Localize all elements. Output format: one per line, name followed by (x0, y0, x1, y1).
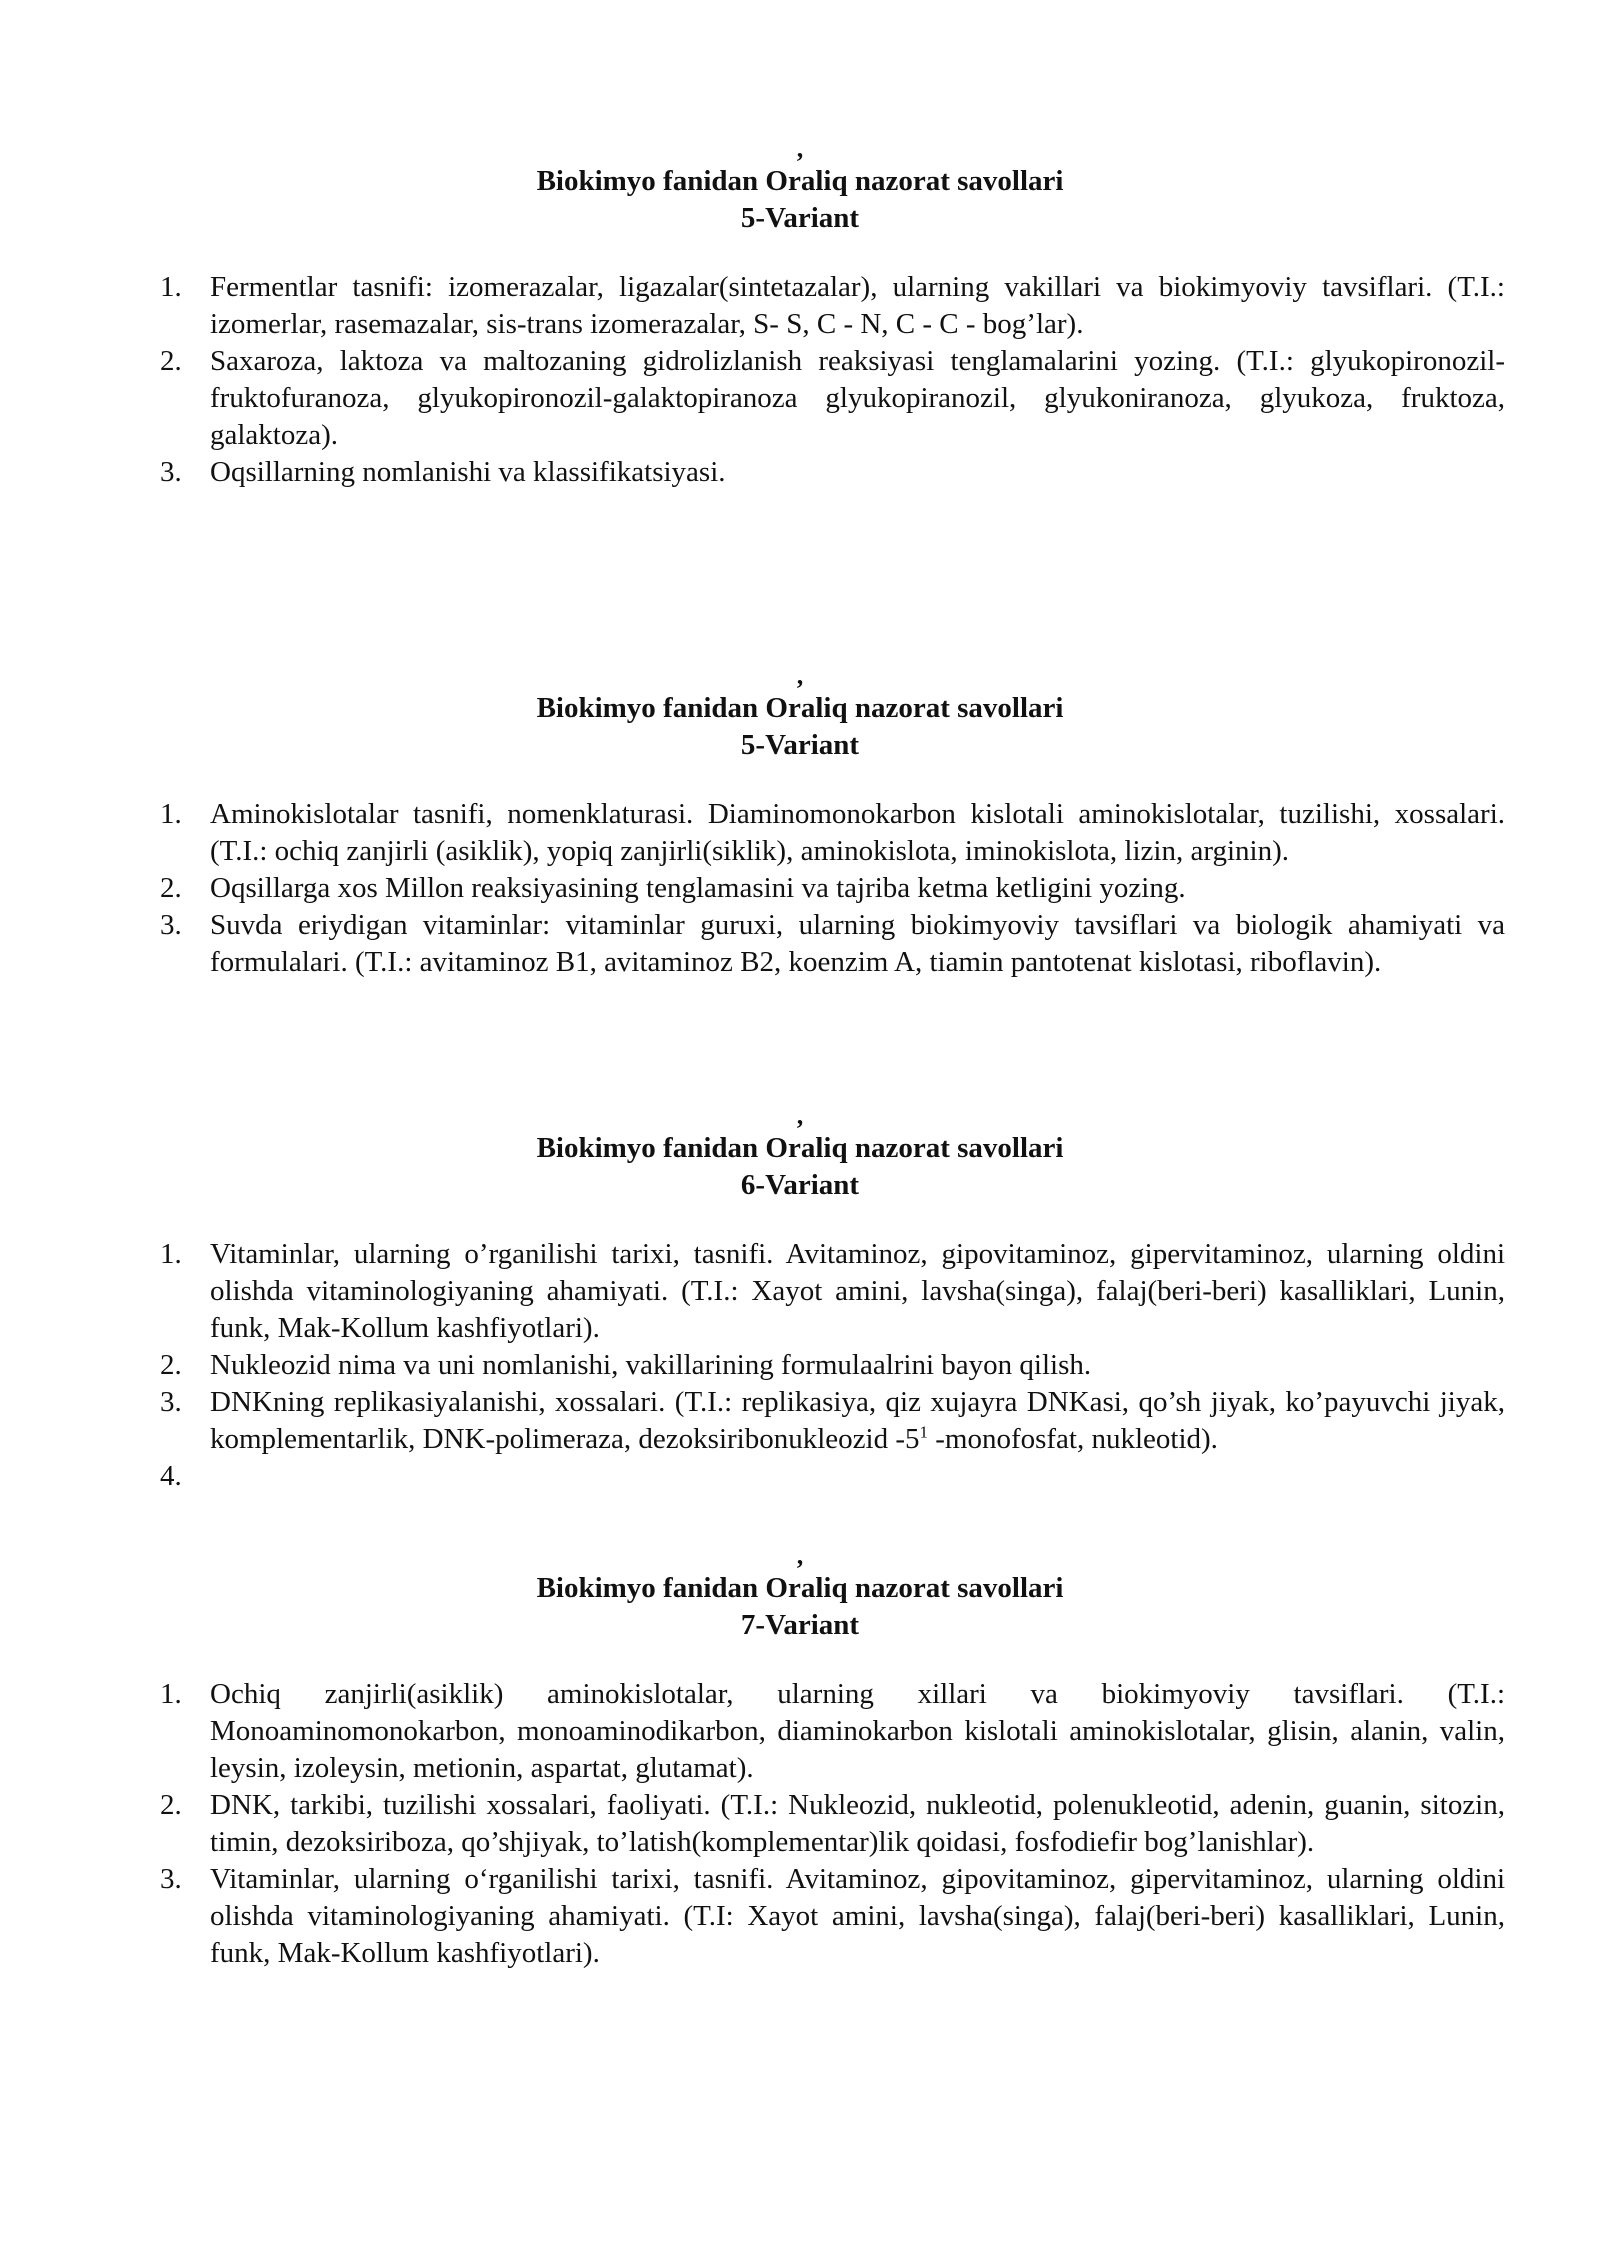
question-text: Nukleozid nima va uni nomlanishi, vakillarining formulaalrini bayon qilish. (210, 1349, 1092, 1381)
question-text (210, 1460, 217, 1492)
section-mark: , (796, 1101, 804, 1130)
superscript: 1 (919, 1422, 928, 1442)
question-text: Fermentlar tasnifi: izomerazalar, ligazalar(sintetazalar), ularning vakillari va biokimyoviy tavsiflari. (T.I.: izomerlar, rasemazalar, sis-trans izomerazalar, S- S, C - N, C - C - bog’lar). (210, 271, 1505, 340)
question-number: 1. (160, 798, 182, 830)
question-item (160, 870, 1505, 907)
question-number: 3. (160, 1386, 182, 1418)
variant-label: 6-Variant (740, 1169, 860, 1201)
variant-label: 5-Variant (740, 729, 860, 761)
exam-section-4 (0, 1541, 1600, 1972)
question-list (0, 796, 1600, 981)
question-number: 2. (160, 345, 182, 377)
question-text: Vitaminlar, ularning o‘rganilishi tarixi, tasnifi. Avitaminoz, gipovitaminoz, gipervitaminoz, ularning oldini olishda vitaminologiyaning ahamiyati. (T.I: Xayot amini, lavsha(singa), falaj(beri-beri) kasalliklari, Lunin, funk, Mak-Kollum kashfiyotlari). (210, 1863, 1505, 1969)
question-text-continued: -monofosfat, nukleotid). (927, 1423, 1218, 1455)
variant-label: 5-Variant (740, 202, 860, 234)
question-text: Aminokislotalar tasnifi, nomenklaturasi. Diaminomonokarbon kislotali aminokislotalar, tuzilishi, xossalari. (T.I.: ochiq zanjirli (asiklik), yopiq zanjirli(siklik), aminokislota, iminokislota, lizin, arginin). (210, 798, 1505, 867)
question-number: 3. (160, 456, 182, 488)
question-item (160, 1236, 1505, 1347)
section-title: Biokimyo fanidan Oraliq nazorat savollari (536, 165, 1064, 197)
question-number: 3. (160, 1863, 182, 1895)
question-item (160, 1458, 1505, 1495)
question-item (160, 454, 1505, 491)
question-item (160, 1676, 1505, 1787)
section-title: Biokimyo fanidan Oraliq nazorat savollari (536, 1132, 1064, 1164)
exam-section-3 (0, 1101, 1600, 1495)
question-list (0, 1236, 1600, 1495)
question-number: 2. (160, 1789, 182, 1821)
question-item (160, 269, 1505, 343)
question-text: Oqsillarga xos Millon reaksiyasining tenglamasini va tajriba ketma ketligini yozing. (210, 872, 1186, 904)
question-text: Saxaroza, laktoza va maltozaning gidrolizlanish reaksiyasi tenglamalarini yozing. (T.I.: glyukopironozil-fruktofuranoza, glyukopironozil-galaktopiranoza glyukopiranozil, glyukoniranoza, glyukoza, fruktoza, galaktoza). (210, 345, 1505, 451)
question-number: 2. (160, 872, 182, 904)
question-text: Ochiq zanjirli(asiklik) aminokislotalar, ularning xillari va biokimyoviy tavsiflari. (T.I.: Monoaminomonokarbon, monoaminodikarbon, diaminokarbon kislotali aminokislotalar, glisin, alanin, valin, leysin, izoleysin, metionin, aspartat, glutamat). (210, 1678, 1505, 1784)
question-text: DNK, tarkibi, tuzilishi xossalari, faoliyati. (T.I.: Nukleozid, nukleotid, polenukleotid, adenin, guanin, sitozin, timin, dezoksiriboza, qo’shjiyak, to’latish(komplementar)lik qoidasi, fosfodiefir bog’lanishlar). (210, 1789, 1505, 1858)
section-mark: , (796, 661, 804, 690)
exam-section-2 (0, 661, 1600, 981)
question-number: 2. (160, 1349, 182, 1381)
question-number: 1. (160, 1678, 182, 1710)
question-item (160, 1861, 1505, 1972)
question-text: DNKning replikasiyalanishi, xossalari. (T.I.: replikasiya, qiz xujayra DNKasi, qo’sh jiyak, ko’payuvchi jiyak, komplementarlik, DNK-polimeraza, dezoksiribonukleozid -5 (210, 1386, 1505, 1455)
question-item (160, 907, 1505, 981)
question-item (160, 1384, 1505, 1458)
section-title: Biokimyo fanidan Oraliq nazorat savollari (536, 1572, 1064, 1604)
question-text: Oqsillarning nomlanishi va klassifikatsiyasi. (210, 456, 726, 488)
question-number: 3. (160, 909, 182, 941)
question-list (0, 269, 1600, 491)
question-item (160, 796, 1505, 870)
question-number: 1. (160, 271, 182, 303)
section-mark: , (796, 1541, 804, 1570)
question-item (160, 343, 1505, 454)
question-text: Vitaminlar, ularning o’rganilishi tarixi, tasnifi. Avitaminoz, gipovitaminoz, gipervitaminoz, ularning oldini olishda vitaminologiyaning ahamiyati. (T.I.: Xayot amini, lavsha(singa), falaj(beri-beri) kasalliklari, Lunin, funk, Mak-Kollum kashfiyotlari). (210, 1238, 1505, 1344)
question-list (0, 1676, 1600, 1972)
question-text: Suvda eriydigan vitaminlar: vitaminlar guruxi, ularning biokimyoviy tavsiflari va biologik ahamiyati va formulalari. (T.I.: avitaminoz B1, avitaminoz B2, koenzim A, tiamin pantotenat kislotasi, riboflavin). (210, 909, 1505, 978)
question-item (160, 1347, 1505, 1384)
question-item (160, 1787, 1505, 1861)
section-title: Biokimyo fanidan Oraliq nazorat savollari (536, 692, 1064, 724)
variant-label: 7-Variant (740, 1609, 860, 1641)
exam-section-1 (0, 134, 1600, 491)
question-number: 4. (160, 1460, 182, 1492)
question-number: 1. (160, 1238, 182, 1270)
section-mark: , (796, 134, 804, 163)
